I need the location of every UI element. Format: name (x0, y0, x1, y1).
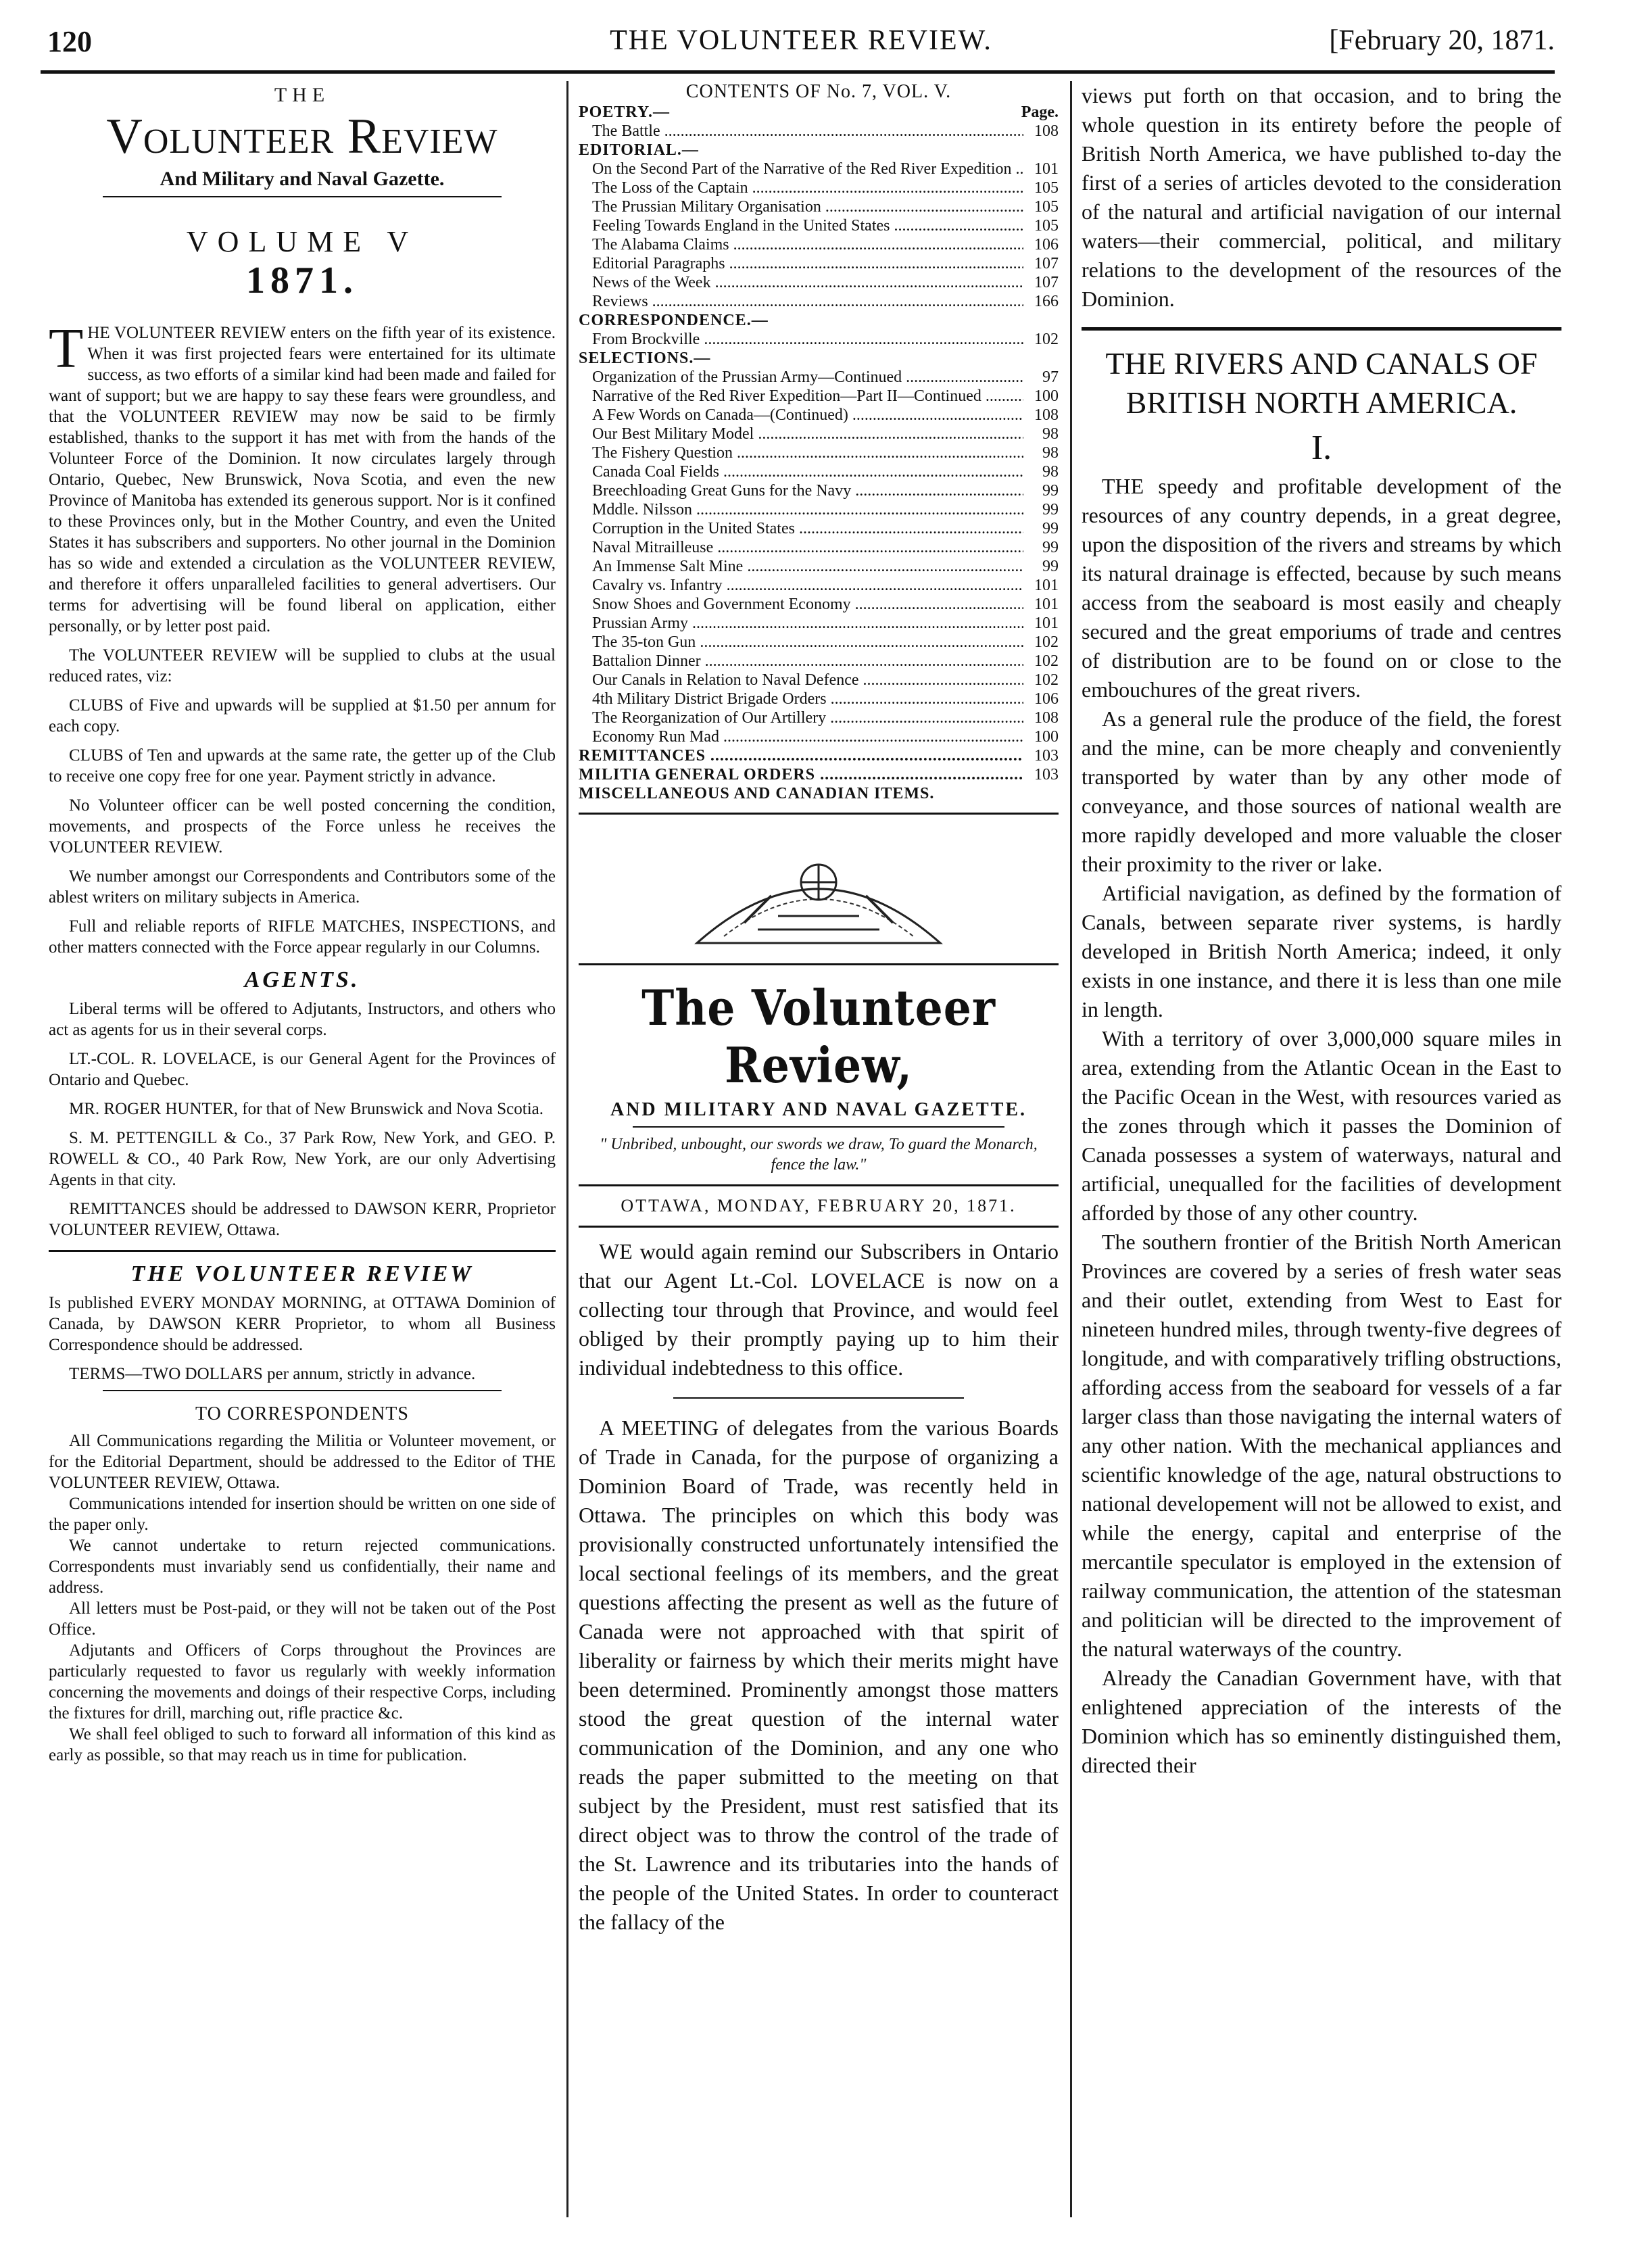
motto: " Unbribed, unbought, our swords we draw, To guard the Monarch, fence the law." (600, 1136, 1038, 1174)
contents-entry-title: The Alabama Claims ..... (592, 235, 1023, 254)
contents-section-name: MISCELLANEOUS AND CANADIAN ITEMS. (579, 785, 935, 802)
contents-entry-page: 166 (1034, 293, 1059, 310)
contents-entry-page: 108 (1034, 122, 1059, 140)
paragraph: views put forth on that occasion, and to bring the whole question in its entirety before the people of British North America, we have published to-day the first of a series of articles devoted to the consideration of the natural and artificial navigation of our internal waters—their commercial, political, and military relations to the development of the resources of the Dominion. (1082, 83, 1561, 311)
column-rule (1070, 81, 1072, 2217)
contents-section (579, 784, 1059, 803)
contents-entry (579, 235, 1059, 254)
contents-entry-title: Organization of the Prussian Army—Continued ..... (592, 368, 1023, 387)
contents-entry (579, 595, 1059, 614)
paragraph: Artificial navigation, as defined by the formation of Canals, between separate river systems, is hardly developed in British North America; indeed, it only exists in one instance, and there it is less than one mile in length. (1082, 881, 1561, 1021)
contents-entry (579, 538, 1059, 557)
issue-date: [February 20, 1871. (1329, 25, 1555, 56)
contents-page-label: Page. (1021, 103, 1059, 121)
intro-paragraph: THE VOLUNTEER REVIEW enters on the fifth year of its existence. When it was first projected fears were entertained for its ultimate success, as two efforts of a similar kind had been made and failed for want of support; but we are happy to say these fears were groundless, and that the VOLUNTEER REVIEW may now be said to be firmly established, thanks to the support it has met with from the hands of the Volunteer Force of the Dominion. It now circulates largely through Ontario, Quebec, New Brunswick, Nova Scotia, and even the new Province of Manitoba has extended its generous support. Nor is it confined to these Provinces only, but in the Mother Country, and even the United States it has subscribers and supporters. No other journal in the Dominion has so wide and extended a circulation as the VOLUNTEER REVIEW, and therefore it offers unparalleled facilities to general advertisers. Our terms for advertising will be found liberal on application, either personally, or by letter post paid. (49, 317, 556, 635)
contents-entry-title: Breechloading Great Guns for the Navy ..... (592, 481, 1023, 500)
contents-page-number: 103 (1034, 766, 1059, 783)
contents-entry (579, 633, 1059, 652)
contents-entry-title: Naval Mitrailleuse ..... (592, 538, 1023, 557)
contents-entry (579, 160, 1059, 178)
masthead-title: Volunteer Review (106, 109, 498, 164)
volunteer-review-heading: THE VOLUNTEER REVIEW (130, 1261, 474, 1286)
contents-entry-title: The Loss of the Captain ..... (592, 178, 1023, 197)
contents-entry-title: From Brockville ..... (592, 330, 1023, 349)
contents-entry-page: 99 (1042, 482, 1059, 500)
paragraph: A MEETING of delegates from the various Boards of Trade in Canada, for the purpose of organizing a Dominion Board of Trade, was recently held in Ottawa. The principles on which this body was provisionally constructed unfortunately intensified the local sectional feelings of its members, and the great questions affecting the present as well as the future of Canada were not approached with that spirit of liberality or fairness by which their merits might have been determined. Prominently amongst those matters stood the great question of the internal water communication of the Dominion, and any one who reads the paper submitted to the meeting on that subject by the President, must rest satisfied that its direct object was to throw the control of the trade of the St. Lawrence and its tributaries into the hands of the people of the United States. In order to counteract the fallacy of the (579, 1416, 1059, 1934)
contents-entry-page: 108 (1034, 406, 1059, 424)
contents-entry-page: 99 (1042, 539, 1059, 556)
contents-entry-title: Cavalry vs. Infantry ..... (592, 576, 1023, 595)
contents-entry-page: 98 (1042, 425, 1059, 443)
contents-entry-title: The 35-ton Gun ..... (592, 633, 1023, 652)
column-3 (1082, 81, 1561, 2217)
contents-entry (579, 425, 1059, 443)
contents-entry-title: The Battle ..... (592, 122, 1023, 141)
paragraph: REMITTANCES should be addressed to DAWSON KERR, Proprietor VOLUNTEER REVIEW, Ottawa. (49, 1200, 556, 1239)
masthead-subtitle: And Military and Naval Gazette. (160, 168, 445, 190)
paragraph: Liberal terms will be offered to Adjutants, Instructors, and others who act as agents for us in their several corps. (49, 1000, 556, 1039)
contents-entry (579, 557, 1059, 576)
agents-heading: AGENTS. (244, 967, 360, 992)
contents-entry-title: News of the Week ..... (592, 273, 1023, 292)
contents-entry-title: The Fishery Question ..... (592, 443, 1023, 462)
drop-cap: T (49, 317, 84, 380)
contents-entry-page: 97 (1042, 368, 1059, 386)
contents-entry-page: 107 (1034, 274, 1059, 291)
contents-entry-page: 99 (1042, 520, 1059, 537)
divider (103, 1390, 502, 1391)
divider (579, 813, 1059, 815)
contents-entry (579, 614, 1059, 633)
contents-entry-page: 101 (1034, 577, 1059, 594)
divider (579, 963, 1059, 965)
paragraph: MR. ROGER HUNTER, for that of New Brunswick and Nova Scotia. (69, 1100, 543, 1118)
divider (1082, 327, 1561, 331)
contents-entry (579, 576, 1059, 595)
contents-section-name: EDITORIAL.— (579, 141, 699, 159)
contents-entry-title: Editorial Paragraphs ..... (592, 254, 1023, 273)
running-title: THE VOLUNTEER REVIEW. (610, 25, 992, 56)
paragraph: THE speedy and profitable development of the resources of any country depends, in a great degree, upon the disposition of the rivers and streams by which its natural drainage is effected, because by such means access from the seaboard is most easily and cheaply secured and the great emporiums of trade and centres of distribution are to be found on or close to the embouchures of the great rivers. (1082, 474, 1561, 702)
contents-entry-title: Our Best Military Model ..... (592, 425, 1023, 443)
contents-page-number: 103 (1034, 747, 1059, 765)
contents-entry-page: 105 (1034, 179, 1059, 197)
table-of-contents (579, 103, 1059, 803)
contents-entry-title: Reviews ..... (592, 292, 1023, 311)
contents-section (579, 103, 1059, 122)
contents-entry-page: 98 (1042, 463, 1059, 481)
paragraph: Already the Canadian Government have, with that enlightened appreciation of the interests of the Dominion which has so eminently distinguished them, directed their (1082, 1666, 1561, 1777)
contents-entry (579, 292, 1059, 311)
divider (633, 1126, 1004, 1128)
contents-entry-title: Feeling Towards England in the United States ..... (592, 216, 1023, 235)
masthead-the: THE (274, 84, 331, 106)
contents-entry-page: 102 (1034, 671, 1059, 689)
paragraph: As a general rule the produce of the field, the forest and the mine, can be more cheaply and conveniently transported by water than by any other mode of conveyance, and those sources of national wealth are more rapidly developed and more valuable the closer their proximity to the river or lake. (1082, 706, 1561, 876)
contents-entry (579, 254, 1059, 273)
contents-entry-page: 102 (1034, 331, 1059, 348)
contents-section (579, 765, 1059, 784)
page-number: 120 (47, 25, 92, 58)
contents-entry-page: 105 (1034, 198, 1059, 216)
contents-entry (579, 443, 1059, 462)
contents-section-name: POETRY.— (579, 103, 670, 121)
correspondents-heading: TO CORRESPONDENTS (195, 1403, 409, 1424)
contents-entry (579, 727, 1059, 746)
contents-entry-page: 107 (1034, 255, 1059, 272)
column-1 (49, 81, 556, 2217)
contents-section-name: REMITTANCES ..... (579, 746, 1023, 765)
crest-emblem-icon (677, 842, 961, 950)
contents-entry-page: 101 (1034, 160, 1059, 178)
contents-entry-page: 105 (1034, 217, 1059, 235)
column-2 (579, 81, 1059, 2217)
contents-entry-page: 100 (1034, 387, 1059, 405)
divider (49, 1250, 556, 1252)
contents-entry (579, 652, 1059, 671)
paragraph: WE would again remind our Subscribers in Ontario that our Agent Lt.-Col. LOVELACE is now on a collecting tour through that Province, and would feel obliged by their promptly paying up to him their individual indebtedness to this office. (579, 1239, 1059, 1380)
contents-section (579, 349, 1059, 368)
contents-entry (579, 387, 1059, 406)
paragraph: S. M. PETTENGILL & Co., 37 Park Row, New York, and GEO. P. ROWELL & CO., 40 Park Row, New York, are our only Advertising Agents in that city. (49, 1129, 556, 1189)
divider (579, 1184, 1059, 1186)
contents-entry-title: Corruption in the United States ..... (592, 519, 1023, 538)
contents-entry (579, 330, 1059, 349)
paragraph: Is published EVERY MONDAY MORNING, at OTTAWA Dominion of Canada, by DAWSON KERR Proprietor, to whom all Business Correspondence should be addressed. (49, 1294, 556, 1354)
contents-section (579, 311, 1059, 330)
paragraph: The southern frontier of the British North American Provinces are covered by a series of fresh water seas and their outlet, extending from West to East for nineteen hundred miles, through twenty-five degrees of longitude, and with comparatively trifling obstructions, affording access from the seaboard for vessels of a far larger class than those navigating the internal waters of any other nation. With the mechanical appliances and scientific knowledge of the age, natural obstructions to national developement will not be allowed to exist, and while the energy, capital and enterprise of the mercantile speculator is employed in the extension of railway communication, the attention of the statesman and politician will be directed to the improvement of the natural waterways of the country. (1082, 1230, 1561, 1661)
contents-entry (579, 273, 1059, 292)
article-part-number: I. (1311, 429, 1332, 467)
paragraph: Adjutants and Officers of Corps throughout the Provinces are particularly requested to favor us regularly with weekly information concerning the movements and doings of their respective Corps, including the fixtures for drill, marching out, rifle practice &c. (49, 1641, 556, 1722)
head-rule (41, 70, 1555, 74)
article-heading: THE RIVERS AND CANALS OF BRITISH NORTH AMERICA. (1105, 346, 1538, 420)
dateline: OTTAWA, MONDAY, FEBRUARY 20, 1871. (621, 1196, 1017, 1215)
contents-entry-title: A Few Words on Canada—(Continued) ..... (592, 406, 1023, 425)
contents-entry (579, 481, 1059, 500)
paragraph: The VOLUNTEER REVIEW will be supplied to clubs at the usual reduced rates, viz: (49, 646, 556, 685)
contents-section-name: CORRESPONDENCE.— (579, 312, 769, 329)
contents-entry-page: 102 (1034, 633, 1059, 651)
contents-entry-title: Mddle. Nilsson ..... (592, 500, 1023, 519)
contents-section (579, 141, 1059, 160)
contents-entry-title: Canada Coal Fields ..... (592, 462, 1023, 481)
paragraph: TERMS—TWO DOLLARS per annum, strictly in advance. (69, 1365, 476, 1383)
contents-entry-page: 101 (1034, 614, 1059, 632)
contents-entry (579, 690, 1059, 708)
contents-entry (579, 216, 1059, 235)
contents-entry (579, 122, 1059, 141)
contents-entry (579, 519, 1059, 538)
contents-section-name: SELECTIONS.— (579, 349, 711, 367)
contents-entry (579, 406, 1059, 425)
contents-entry-title: 4th Military District Brigade Orders ..... (592, 690, 1023, 708)
masthead-gothic-title: The Volunteer Review, (641, 979, 996, 1094)
contents-entry-title: Battalion Dinner ..... (592, 652, 1023, 671)
contents-section-name: MILITIA GENERAL ORDERS ..... (579, 765, 1023, 784)
paragraph: Communications intended for insertion should be written on one side of the paper only. (49, 1495, 556, 1534)
paragraph: With a territory of over 3,000,000 square miles in area, extending from the Atlantic Ocean in the East to the Pacific Ocean in the West, with resources varied as the zones through which it passes the Dominion of Canada possesses a system of waterways, natural and artificial, unequalled for the facilities of development afforded by those of any other country. (1082, 1026, 1561, 1225)
contents-entry-page: 106 (1034, 690, 1059, 708)
contents-entry-page: 108 (1034, 709, 1059, 727)
contents-entry-page: 102 (1034, 652, 1059, 670)
contents-entry-title: Prussian Army ..... (592, 614, 1023, 633)
contents-heading: CONTENTS OF No. 7, VOL. V. (685, 81, 952, 102)
paragraph: We cannot undertake to return rejected communications. Correspondents must invariably send us confidentially, their name and address. (49, 1537, 556, 1597)
running-head (47, 24, 1555, 65)
paragraph: CLUBS of Ten and upwards at the same rate, the getter up of the Club to receive one copy free for one year. Payment strictly in advance. (49, 746, 556, 786)
contents-entry (579, 178, 1059, 197)
paragraph: No Volunteer officer can be well posted concerning the condition, movements, and prospects of the Force unless he receives the VOLUNTEER REVIEW. (49, 796, 556, 856)
paragraph: All letters must be Post-paid, or they will not be taken out of the Post Office. (49, 1599, 556, 1639)
contents-entry-title: On the Second Part of the Narrative of the Red River Expedition ..... (592, 160, 1023, 178)
contents-entry (579, 368, 1059, 387)
divider (673, 1397, 964, 1399)
divider (103, 196, 502, 197)
paragraph: Full and reliable reports of RIFLE MATCHES, INSPECTIONS, and other matters connected with the Force appear regularly in our Columns. (49, 917, 556, 957)
paragraph: All Communications regarding the Militia or Volunteer movement, or for the Editorial Department, should be addressed to the Editor of THE VOLUNTEER REVIEW, Ottawa. (49, 1432, 556, 1492)
divider (579, 1226, 1059, 1228)
contents-entry (579, 708, 1059, 727)
contents-entry (579, 462, 1059, 481)
contents-entry-page: 101 (1034, 596, 1059, 613)
contents-entry-page: 106 (1034, 236, 1059, 254)
contents-entry (579, 671, 1059, 690)
volume-year: 1871. (246, 260, 358, 301)
contents-section (579, 746, 1059, 765)
contents-entry-title: Narrative of the Red River Expedition—Part II—Continued ..... (592, 387, 1023, 406)
contents-entry-title: An Immense Salt Mine ..... (592, 557, 1023, 576)
column-rule (566, 81, 568, 2217)
contents-entry-page: 99 (1042, 558, 1059, 575)
contents-entry-title: The Prussian Military Organisation ..... (592, 197, 1023, 216)
contents-entry-page: 100 (1034, 728, 1059, 746)
contents-entry (579, 500, 1059, 519)
contents-entry-title: Economy Run Mad ..... (592, 727, 1023, 746)
contents-entry-page: 99 (1042, 501, 1059, 518)
paragraph: We number amongst our Correspondents and Contributors some of the ablest writers on military subjects in America. (49, 867, 556, 907)
paragraph: We shall feel obliged to such to forward all information of this kind as early as possible, so that may reach us in time for publication. (49, 1725, 556, 1764)
paragraph: CLUBS of Five and upwards will be supplied at $1.50 per annum for each copy. (49, 696, 556, 735)
volume-label: VOLUME V (186, 225, 418, 258)
contents-entry (579, 197, 1059, 216)
contents-entry-title: Snow Shoes and Government Economy ..... (592, 595, 1023, 614)
contents-entry-title: Our Canals in Relation to Naval Defence ..... (592, 671, 1023, 690)
paragraph: LT.-COL. R. LOVELACE, is our General Agent for the Provinces of Ontario and Quebec. (49, 1050, 556, 1089)
contents-entry-title: The Reorganization of Our Artillery ..... (592, 708, 1023, 727)
contents-entry-page: 98 (1042, 444, 1059, 462)
masthead-subtitle: AND MILITARY AND NAVAL GAZETTE. (610, 1099, 1027, 1120)
